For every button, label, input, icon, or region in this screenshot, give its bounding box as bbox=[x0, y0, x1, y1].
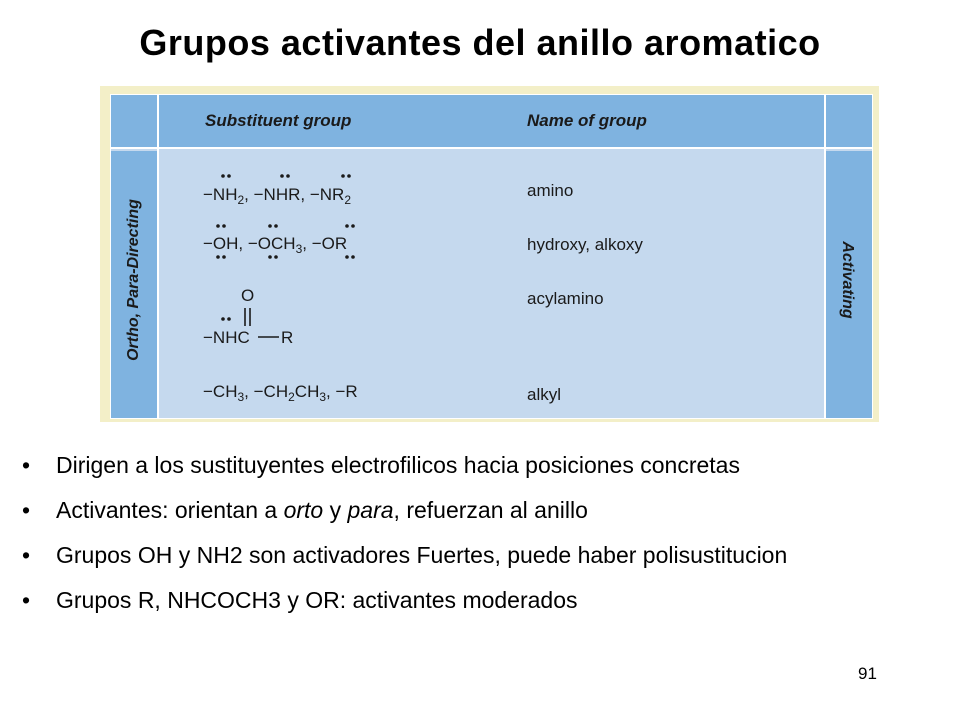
bullet-text: Grupos OH y NH2 son activadores Fuertes, puede haber polisustitucion bbox=[56, 542, 788, 568]
formula-hydroxy-graphic bbox=[203, 217, 403, 267]
svg-text:−NH2, −NHR, −NR2: $-NH_2$, −NHR, $-NR_2$ bbox=[203, 185, 351, 205]
bullet-item bbox=[18, 540, 928, 571]
bullet-dot: • bbox=[22, 497, 31, 523]
column-divider-right bbox=[824, 95, 826, 418]
page-number: 91 bbox=[858, 664, 877, 683]
activating-label: Activating bbox=[839, 241, 856, 319]
bullet-item bbox=[18, 585, 928, 616]
ortho-para-directing-label: Ortho, Para-Directing bbox=[125, 199, 142, 361]
bullet-dot: • bbox=[22, 587, 31, 613]
name-hydroxy-alkoxy: hydroxy, alkoxy bbox=[527, 235, 643, 254]
column-divider-left bbox=[157, 95, 159, 418]
name-alkyl: alkyl bbox=[527, 385, 562, 404]
svg-text:−NHC: −NHC bbox=[203, 328, 250, 347]
bullet-item bbox=[18, 495, 928, 526]
bullet-text: Dirigen a los sustituyentes electrofilicos hacia posiciones concretas bbox=[56, 452, 740, 478]
formula-alkyl bbox=[203, 375, 403, 411]
bullet-list bbox=[18, 450, 928, 630]
svg-text:O: O bbox=[241, 286, 255, 305]
svg-text:−CH3, −CH2CH3, −R: $-CH_3$, $-CH_2CH_3$, −R bbox=[203, 382, 358, 404]
formula-acylamino-graphic bbox=[203, 283, 403, 355]
svg-text:−OH, −OCH3, −OR: −OH, $-OCH_3$, −OR bbox=[203, 234, 348, 256]
name-acylamino: acylamino bbox=[527, 289, 604, 308]
header-name-of-group: Name of group bbox=[527, 111, 647, 130]
bullet-text: Activantes: orientan a orto y para, refuerzan al anillo bbox=[56, 497, 588, 523]
slide-title: Grupos activantes del anillo aromatico bbox=[139, 22, 821, 63]
formula-amino-graphic bbox=[203, 165, 403, 205]
bullet-item bbox=[18, 450, 928, 481]
table-header bbox=[111, 95, 872, 149]
header-substituent-group: Substituent group bbox=[205, 111, 352, 130]
formula-hydroxy-alkoxy bbox=[203, 217, 403, 267]
formula-acylamino bbox=[203, 283, 403, 355]
name-amino: amino bbox=[527, 181, 574, 200]
bullet-text: Grupos R, NHCOCH3 y OR: activantes moderados bbox=[56, 587, 578, 613]
substituent-table bbox=[110, 94, 873, 419]
bullet-dot: • bbox=[22, 542, 31, 568]
bullet-dot: • bbox=[22, 452, 31, 478]
substituent-table-figure bbox=[100, 86, 879, 422]
formula-amino bbox=[203, 165, 403, 205]
svg-text:R: R bbox=[281, 328, 294, 347]
formula-alkyl-graphic bbox=[203, 375, 403, 411]
